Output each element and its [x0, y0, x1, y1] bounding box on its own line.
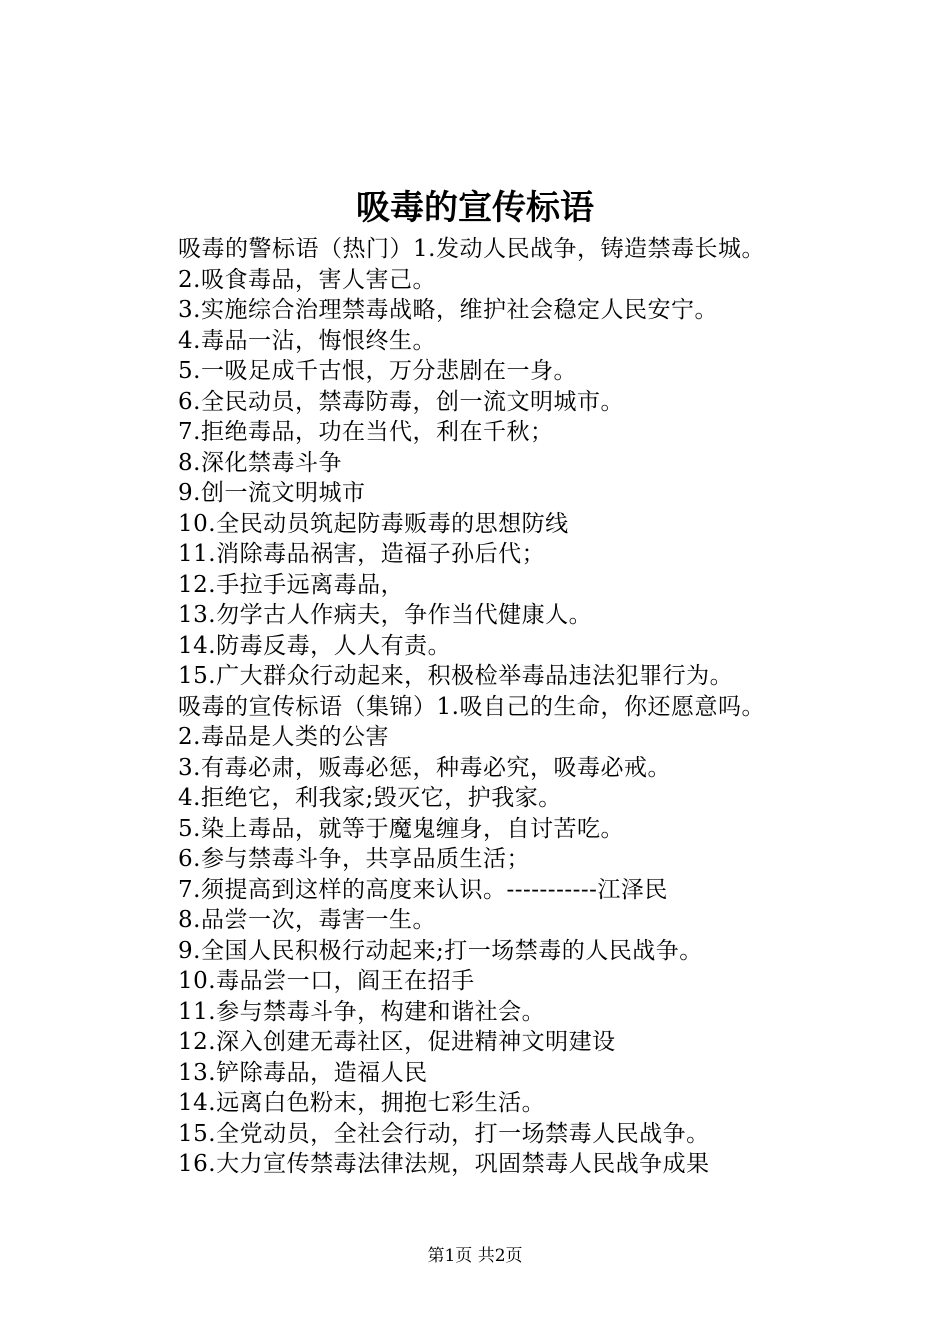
text-line: 16.大力宣传禁毒法律法规，巩固禁毒人民战争成果	[178, 1151, 710, 1177]
text-line: 14.防毒反毒，人人有责。	[178, 632, 452, 659]
text-line: 10.全民动员筑起防毒贩毒的思想防线	[178, 510, 569, 537]
text-line: 14.远离白色粉末，拥抱七彩生活。	[178, 1090, 546, 1116]
text-line: 10.毒品尝一口，阎王在招手	[178, 968, 475, 994]
document-title: 吸毒的宣传标语	[356, 188, 594, 228]
text-line: 吸毒的警标语（热门）1.发动人民战争，铸造禁毒长城。	[178, 236, 765, 262]
text-line: 11.参与禁毒斗争，构建和谐社会。	[178, 998, 546, 1025]
text-line: 4.毒品一沾，悔恨终生。	[178, 327, 436, 354]
text-line: 5.一吸足成千古恨，万分悲剧在一身。	[178, 358, 577, 384]
text-line: 3.有毒必肃，贩毒必惩，种毒必究，吸毒必戒。	[178, 754, 671, 781]
text-line: 2.毒品是人类的公害	[178, 724, 389, 750]
text-line: 吸毒的宣传标语（集锦）1.吸自己的生命，你还愿意吗。	[178, 693, 765, 720]
text-line: 7.须提高到这样的高度来认识。-----------江泽民	[178, 876, 668, 903]
text-line: 7.拒绝毒品，功在当代，利在千秋；	[178, 419, 554, 445]
text-line: 13.铲除毒品，造福人民	[178, 1059, 428, 1086]
text-line: 11.消除毒品祸害，造福子孙后代；	[178, 541, 546, 567]
text-line: 13.勿学古人作病夫，争作当代健康人。	[178, 602, 593, 628]
text-line: 15.广大群众行动起来，积极检举毒品违法犯罪行为。	[178, 663, 734, 689]
text-line: 5.染上毒品，就等于魔鬼缠身，自讨苦吃。	[178, 815, 624, 842]
text-line: 6.参与禁毒斗争，共享品质生活；	[178, 846, 530, 872]
text-line: 8.深化禁毒斗争	[178, 449, 342, 476]
document-body	[178, 234, 878, 1180]
page-number-footer: 第1页 共2页	[427, 1246, 523, 1266]
text-line: 9.创一流文明城市	[178, 480, 366, 506]
text-line: 8.品尝一次，毒害一生。	[178, 907, 436, 933]
text-line: 12.手拉手远离毒品，	[178, 571, 405, 598]
text-line: 2.吸食毒品，害人害己。	[178, 266, 436, 293]
text-line: 15.全党动员，全社会行动，打一场禁毒人民战争。	[178, 1120, 710, 1147]
text-line: 6.全民动员，禁毒防毒，创一流文明城市。	[178, 388, 624, 415]
text-line: 9.全国人民积极行动起来;打一场禁毒的人民战争。	[178, 937, 703, 964]
text-line: 12.深入创建无毒社区，促进精神文明建设	[178, 1029, 616, 1055]
text-line: 3.实施综合治理禁毒战略，维护社会稳定人民安宁。	[178, 297, 718, 323]
text-line: 4.拒绝它，利我家;毁灭它，护我家。	[178, 785, 562, 811]
